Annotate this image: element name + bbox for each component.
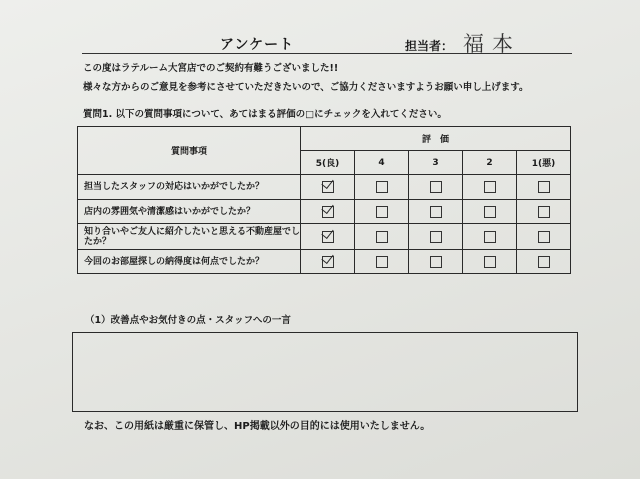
rating-checkbox[interactable]: [538, 231, 550, 243]
rating-cell: [463, 250, 517, 274]
rating-cell: [355, 224, 409, 250]
question-text: 店内の雰囲気や清潔感はいかがでしたか？: [78, 200, 301, 224]
rating-cell: [409, 175, 463, 200]
comment-textarea[interactable]: [72, 332, 578, 412]
rating-checkbox[interactable]: [484, 206, 496, 218]
rating-cell: [355, 175, 409, 200]
rating-cell: [463, 224, 517, 250]
scale-header-0: 5(良): [301, 151, 355, 175]
rating-checkbox[interactable]: [538, 181, 550, 193]
rating-cell: [301, 224, 355, 250]
rating-checkbox[interactable]: [322, 206, 334, 218]
rating-checkbox[interactable]: [322, 256, 334, 268]
scale-header-3: 2: [463, 151, 517, 175]
rating-checkbox[interactable]: [430, 181, 442, 193]
intro-line-1: この度はラテルーム大宮店でのご契約有難うございました!!: [83, 63, 339, 74]
rating-cell: [301, 200, 355, 224]
rating-cell: [409, 200, 463, 224]
rating-checkbox[interactable]: [376, 231, 388, 243]
rating-checkbox[interactable]: [538, 256, 550, 268]
rating-cell: [463, 200, 517, 224]
rating-checkbox[interactable]: [484, 181, 496, 193]
rating-cell: [517, 224, 571, 250]
question-text: 知り合いやご友人に紹介したいと思える不動産屋でしたか？: [78, 224, 301, 250]
form-title: アンケート: [220, 37, 295, 53]
question-row: [78, 250, 571, 274]
rating-cell: [301, 175, 355, 200]
rating-header: 評 価: [301, 127, 571, 151]
question-row: [78, 175, 571, 200]
scale-header-1: 4: [355, 151, 409, 175]
staff-name-handwritten: 福本: [463, 32, 521, 56]
rating-cell: [301, 250, 355, 274]
rating-cell: [517, 200, 571, 224]
rating-checkbox[interactable]: [484, 256, 496, 268]
rating-table: [77, 126, 571, 274]
rating-checkbox[interactable]: [376, 256, 388, 268]
privacy-footer: なお、この用紙は厳重に保管し、HP掲載以外の目的には使用いたしません。: [84, 421, 431, 432]
rating-checkbox[interactable]: [430, 206, 442, 218]
rating-checkbox[interactable]: [430, 256, 442, 268]
question-row: [78, 224, 571, 250]
staff-label: 担当者：: [405, 39, 454, 53]
rating-cell: [355, 250, 409, 274]
rating-cell: [409, 224, 463, 250]
rating-checkbox[interactable]: [430, 231, 442, 243]
rating-checkbox[interactable]: [322, 181, 334, 193]
rating-cell: [409, 250, 463, 274]
comment-label: （1）改善点やお気付きの点・スタッフへの一言: [85, 315, 291, 326]
question-instruction: 質問1. 以下の質問事項について、あてはまる評価の□にチェックを入れてください。: [83, 109, 447, 120]
question-text: 今回のお部屋探しの納得度は何点でしたか？: [78, 250, 301, 274]
title-underline: [82, 53, 572, 54]
question-row: [78, 200, 571, 224]
intro-line-2: 様々な方からのご意見を参考にさせていただきたいので、ご協力くださいますようお願い申し上げます。: [83, 82, 529, 93]
rating-checkbox[interactable]: [484, 231, 496, 243]
scale-header-2: 3: [409, 151, 463, 175]
rating-cell: [517, 175, 571, 200]
rating-checkbox[interactable]: [376, 181, 388, 193]
rating-checkbox[interactable]: [376, 206, 388, 218]
rating-cell: [463, 175, 517, 200]
rating-checkbox[interactable]: [538, 206, 550, 218]
rating-cell: [355, 200, 409, 224]
question-column-header: 質問事項: [78, 127, 301, 175]
rating-checkbox[interactable]: [322, 231, 334, 243]
question-text: 担当したスタッフの対応はいかがでしたか？: [78, 175, 301, 200]
scale-header-4: 1(悪): [517, 151, 571, 175]
rating-cell: [517, 250, 571, 274]
